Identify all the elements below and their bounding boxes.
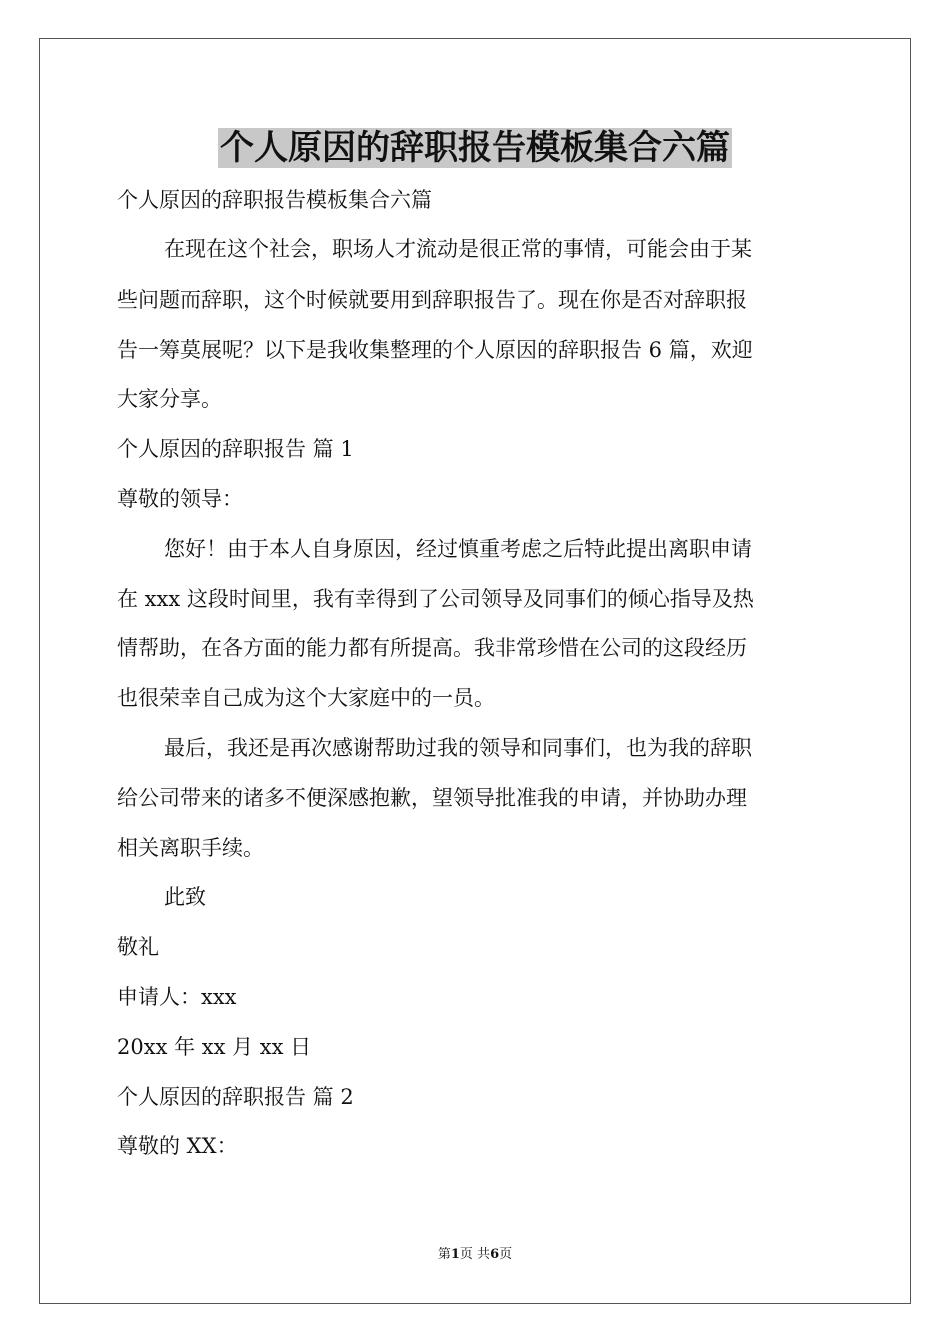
footer-page-mid: 页 共 — [459, 1247, 491, 1262]
paragraph-line: 给公司带来的诸多不便深感抱歉，望领导批准我的申请，并协助办理 — [117, 786, 747, 810]
salutation: 尊敬的领导： — [117, 487, 243, 511]
title-container — [0, 128, 950, 168]
paragraph-line: 情帮助，在各方面的能力都有所提高。我非常珍惜在公司的这段经历 — [117, 636, 747, 660]
section-heading: 个人原因的辞职报告 篇 2 — [117, 1085, 354, 1109]
date-line: 20xx 年 xx 月 xx 日 — [117, 1035, 312, 1059]
paragraph-line: 大家分享。 — [117, 387, 222, 411]
paragraph-line: 相关离职手续。 — [117, 836, 264, 860]
paragraph-line: 在现在这个社会，职场人才流动是很正常的事情，可能会由于某 — [164, 237, 752, 261]
paragraph-line: 也很荣幸自己成为这个大家庭中的一员。 — [117, 686, 495, 710]
footer-page-suffix: 页 — [499, 1247, 513, 1262]
footer-page-prefix: 第 — [437, 1247, 451, 1262]
footer-page-total: 6 — [490, 1247, 500, 1262]
paragraph-line: 告一筹莫展呢？以下是我收集整理的个人原因的辞职报告 6 篇，欢迎 — [117, 338, 753, 362]
applicant-line: 申请人：xxx — [117, 985, 237, 1009]
page-footer — [0, 1246, 950, 1264]
footer-page-number: 1 — [450, 1247, 460, 1262]
salutation: 尊敬的 XX： — [117, 1134, 238, 1158]
closing-line: 敬礼 — [117, 935, 159, 959]
paragraph-line: 在 xxx 这段时间里，我有幸得到了公司领导及同事们的倾心指导及热 — [117, 587, 754, 611]
subtitle-line: 个人原因的辞职报告模板集合六篇 — [117, 188, 432, 212]
paragraph-line: 些问题而辞职，这个时候就要用到辞职报告了。现在你是否对辞职报 — [117, 288, 747, 312]
page-border — [39, 38, 911, 1304]
paragraph-line: 您好！由于本人自身原因，经过慎重考虑之后特此提出离职申请 — [164, 537, 752, 561]
paragraph-line: 最后，我还是再次感谢帮助过我的领导和同事们，也为我的辞职 — [164, 736, 752, 760]
section-heading: 个人原因的辞职报告 篇 1 — [117, 437, 354, 461]
document-title: 个人原因的辞职报告模板集合六篇 — [220, 128, 730, 168]
closing-line: 此致 — [164, 885, 206, 909]
